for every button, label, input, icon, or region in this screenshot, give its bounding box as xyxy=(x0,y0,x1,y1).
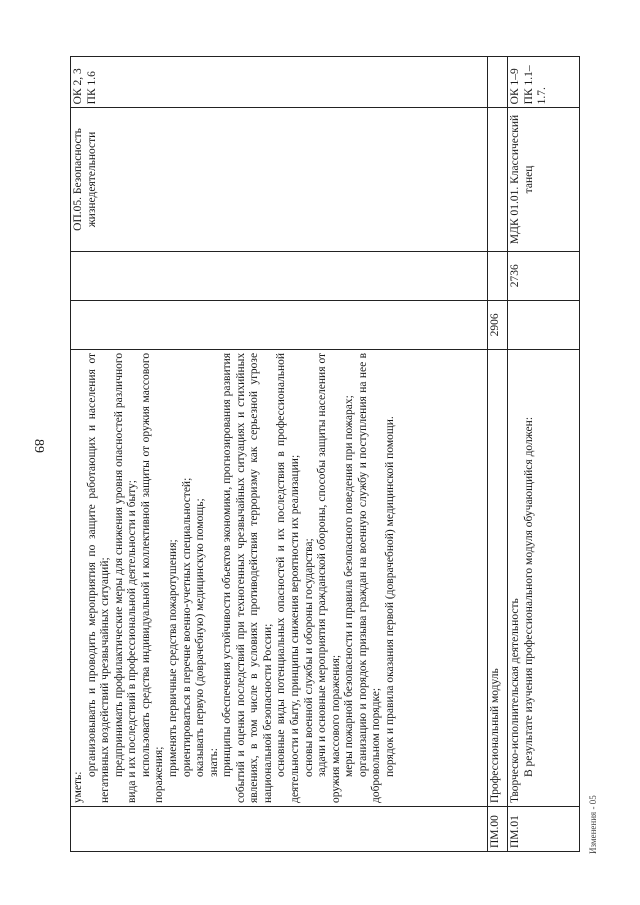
content-line: ориентироваться в перечне военно-учетных специальностей; xyxy=(180,477,193,778)
hours-required-cell xyxy=(71,251,488,300)
table-row xyxy=(508,57,580,852)
curriculum-table-sheet xyxy=(70,56,580,852)
discipline-cell: МДК 01.01. Классический танец xyxy=(508,108,580,251)
code-cell: ПМ.01 xyxy=(508,807,580,852)
competence-cell xyxy=(488,57,508,108)
content-cell: Профессиональный модуль xyxy=(488,349,508,806)
discipline-cell xyxy=(488,108,508,251)
content-line: организовывать и проводить мероприятия по защите работающих и населения от негативных воздействий чрезвычайных ситуаций; xyxy=(85,352,112,804)
hours-max-cell: 2906 xyxy=(488,300,508,349)
content-cell xyxy=(508,349,580,806)
module-text: В результате изучения профессионального модуля обучающийся должен: xyxy=(522,416,535,778)
content-line: уметь: xyxy=(72,771,84,804)
content-line: использовать средства индивидуальной и коллективной защиты от оружия массового поражения; xyxy=(139,352,166,804)
discipline-cell: ОП.05. Безопасность жизнедеятельности xyxy=(71,108,488,251)
content-line: знать: xyxy=(207,748,220,778)
content-line: применять первичные средства пожаротушения; xyxy=(166,539,179,778)
content-line: порядок и правила оказания первой (доврачебной) медицинской помощи. xyxy=(383,416,396,778)
content-cell xyxy=(71,349,488,806)
table-row xyxy=(488,57,508,852)
hours-required-cell xyxy=(488,251,508,300)
content-line: оказывать первую (доврачебную) медицинскую помощь; xyxy=(194,498,207,778)
competence-cell: ОК 2, 3 ПК 1.6 xyxy=(71,57,488,108)
content-line: меры пожарной безопасности и правила безопасного поведения при пожарах; xyxy=(343,395,356,778)
content-lines xyxy=(72,353,398,803)
table-row xyxy=(71,57,488,852)
content-line: задачи и основные мероприятия гражданской обороны, способы защиты населения от оружия массового поражения; xyxy=(316,352,342,804)
content-line: предпринимать профилактические меры для снижения уровня опасностей различного вида и их последствий в профессиональной деятельности и быту; xyxy=(112,352,139,804)
code-cell xyxy=(71,807,488,852)
hours-max-cell xyxy=(508,300,580,349)
curriculum-table xyxy=(70,56,580,852)
page-number: 89 xyxy=(31,439,46,453)
content-line: основы военной службы и обороны государства; xyxy=(302,538,315,778)
content-line: организацию и порядок призыва граждан на военную службу и поступления на нее в добровольном порядке; xyxy=(356,352,383,804)
footer-revision: Изменения - 05 xyxy=(588,795,598,854)
code-cell: ПМ.00 xyxy=(488,807,508,852)
content-line: основные виды потенциальных опасностей и их последствия в профессиональной деятельности и быту, принципы снижения вероятности их реализации; xyxy=(275,352,301,804)
hours-required-cell: 2736 xyxy=(508,251,580,300)
competence-cell: ОК 1–9 ПК 1.1–1.7. xyxy=(508,57,580,108)
module-title: Творческо-исполнительская деятельность xyxy=(509,598,521,804)
hours-max-cell xyxy=(71,300,488,349)
content-line: принципы обеспечения устойчивости объектов экономики, прогнозирования развития событий и оценки последствий при техногенных чрезвычайных ситуациях и стихийных явлениях, в том числе в условиях противодействия терроризму как серьезной угрозе национальной безопасности России; xyxy=(221,352,274,804)
